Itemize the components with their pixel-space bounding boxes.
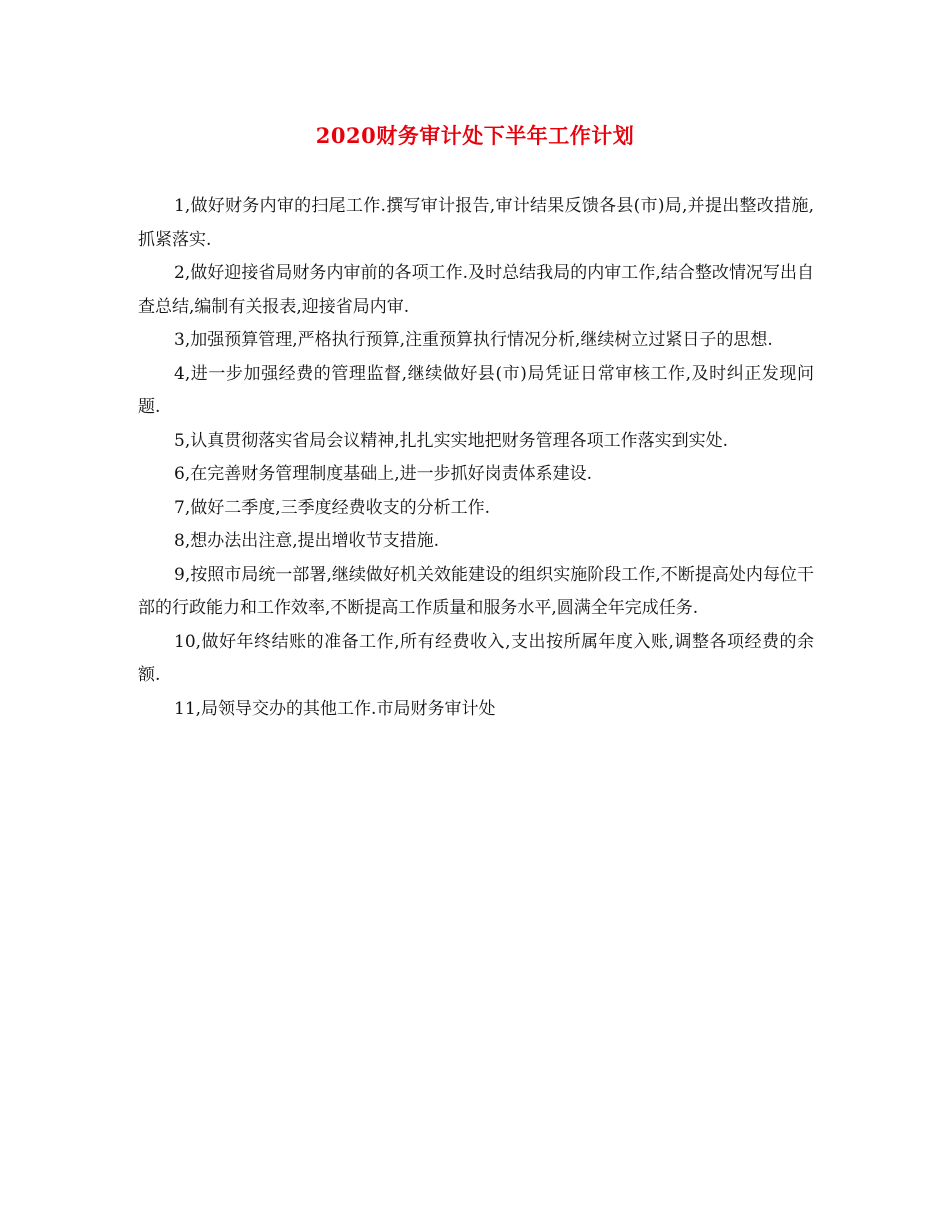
paragraph-5: 5,认真贯彻落实省局会议精神,扎扎实实地把财务管理各项工作落实到实处. — [174, 430, 729, 451]
paragraph-4: 4,进一步加强经费的管理监督,继续做好县(市)局凭证日常审核工作,及时纠正发现问题. — [138, 363, 814, 417]
document-title: 2020财务审计处下半年工作计划 — [315, 123, 635, 148]
paragraph-10: 10,做好年终结账的准备工作,所有经费收入,支出按所属年度入账,调整各项经费的余额. — [138, 631, 814, 685]
paragraph-1: 1,做好财务内审的扫尾工作.撰写审计报告,审计结果反馈各县(市)局,并提出整改措施,抓紧落实. — [138, 196, 814, 250]
paragraph-3: 3,加强预算管理,严格执行预算,注重预算执行情况分析,继续树立过紧日子的思想. — [174, 330, 773, 350]
paragraph-11: 11,局领导交办的其他工作.市局财务审计处 — [174, 698, 496, 719]
paragraph-7: 7,做好二季度,三季度经费收支的分析工作. — [174, 497, 491, 518]
paragraph-9: 9,按照市局统一部署,继续做好机关效能建设的组织实施阶段工作,不断提高处内每位干部的行政能力和工作效率,不断提高工作质量和服务水平,圆满全年完成任务. — [138, 564, 814, 618]
paragraph-2: 2,做好迎接省局财务内审前的各项工作.及时总结我局的内审工作,结合整改情况写出自查总结,编制有关报表,迎接省局内审. — [138, 263, 814, 317]
paragraph-6: 6,在完善财务管理制度基础上,进一步抓好岗责体系建设. — [174, 464, 593, 484]
paragraph-8: 8,想办法出注意,提出增收节支措施. — [174, 531, 440, 551]
document-body — [138, 190, 814, 726]
